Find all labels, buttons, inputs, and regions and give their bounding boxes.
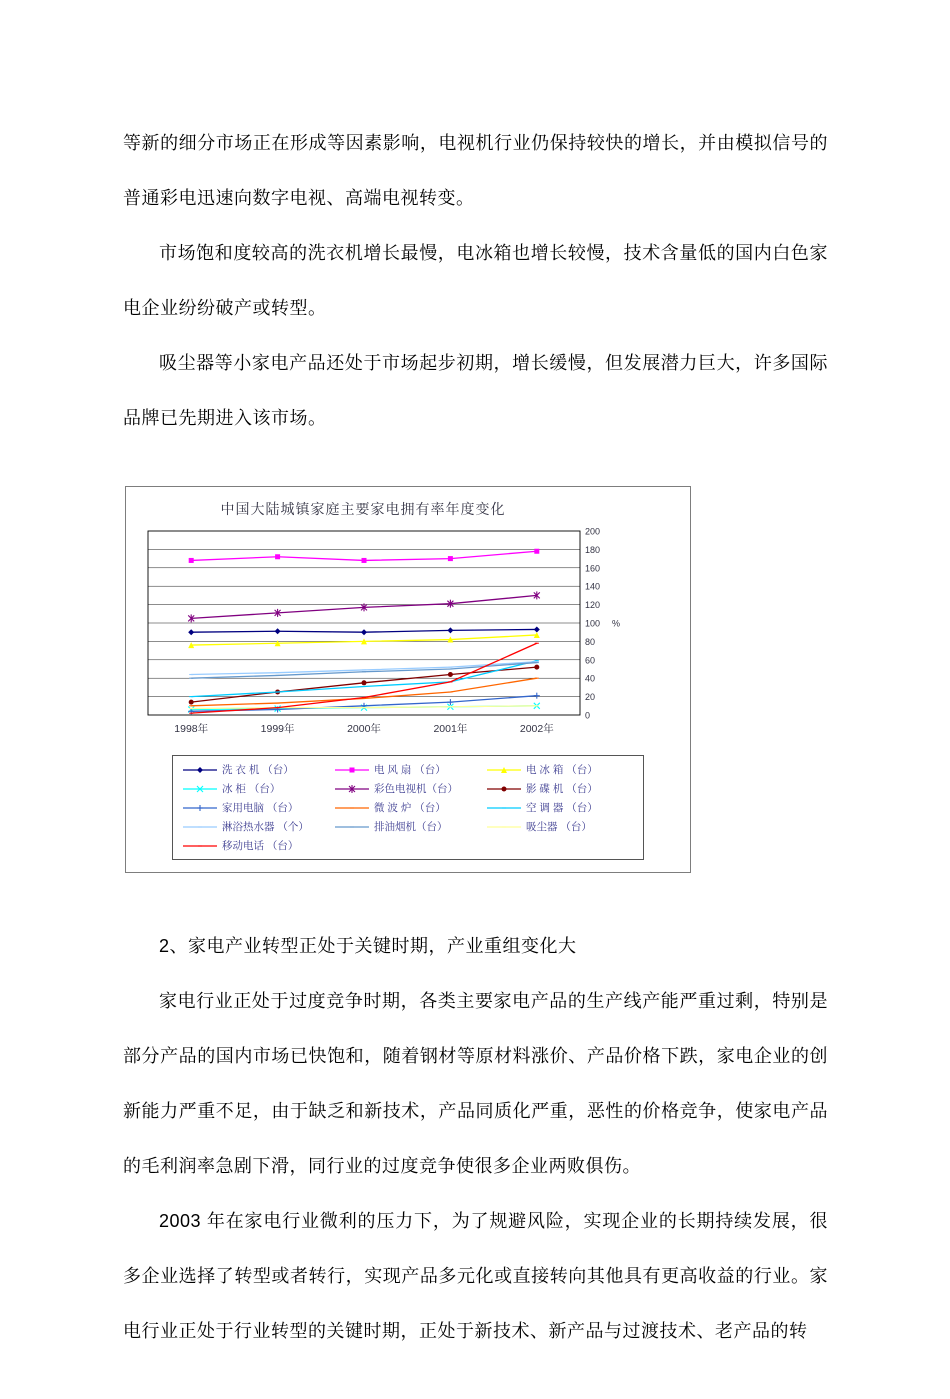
legend-item: [487, 762, 633, 777]
legend-item: [487, 819, 633, 834]
legend-swatch-icon: [183, 765, 217, 775]
x-tick-label: 1998年: [174, 723, 209, 735]
legend-swatch-icon: [335, 765, 369, 775]
x-tick-label: 2001年: [433, 723, 468, 735]
y-tick-label: 180: [585, 544, 601, 555]
legend-label: 吸尘器 （台）: [526, 821, 592, 833]
legend-label: 空 调 器 （台）: [526, 802, 598, 814]
chart-title: 中国大陆城镇家庭主要家电拥有率年度变化: [220, 501, 506, 517]
legend-item: [183, 800, 329, 815]
y-tick-label: 40: [585, 673, 596, 684]
legend-swatch-icon: [335, 803, 369, 813]
legend-swatch-icon: [183, 784, 217, 794]
y-tick-label: 100: [585, 618, 601, 629]
y-tick-label: 60: [585, 655, 596, 666]
y-axis-unit-label: %: [612, 618, 621, 629]
paragraph-overcompetition: 家电行业正处于过度竞争时期，各类主要家电产品的生产线产能严重过剩，特别是部分产品的国内市场已快饱和，随着钢材等原材料涨价、产品价格下跌，家电企业的创新能力严重不足，由于缺乏和新技术，产品同质化严重，恶性的价格竞争，使家电产品的毛利润率急剧下滑，同行业的过度竞争使很多企业两败俱伤。: [123, 991, 828, 1176]
legend-item: [335, 819, 481, 834]
legend-label: 冰 柜 （台）: [222, 783, 281, 795]
legend-swatch-icon: [183, 822, 217, 832]
y-tick-label: 160: [585, 563, 601, 574]
legend-label: 微 波 炉 （台）: [374, 802, 446, 814]
legend-swatch-icon: [183, 841, 217, 851]
legend-label: 移动电话 （台）: [222, 840, 299, 852]
legend-swatch-icon: [335, 822, 369, 832]
y-tick-label: 80: [585, 636, 596, 647]
legend-label: 洗 衣 机 （台）: [222, 764, 294, 776]
section-heading-2: 2、家电产业转型正处于关键时期，产业重组变化大: [159, 936, 577, 956]
legend-swatch-icon: [183, 803, 217, 813]
legend-swatch-icon: [487, 784, 521, 794]
x-tick-label: 1999年: [260, 723, 295, 735]
ownership-line-chart-plot: [132, 523, 682, 751]
y-tick-label: 0: [585, 710, 591, 721]
paragraph-tv-industry: 等新的细分市场正在形成等因素影响，电视机行业仍保持较快的增长，并由模拟信号的普通彩电迅速向数字电视、高端电视转变。: [123, 133, 828, 208]
legend-item: [183, 819, 329, 834]
legend-label: 家用电脑 （台）: [222, 802, 299, 814]
legend-label: 电 风 扇 （台）: [374, 764, 446, 776]
x-tick-label: 2002年: [519, 723, 554, 735]
legend-label: 电 冰 箱 （台）: [526, 764, 598, 776]
legend-swatch-icon: [487, 765, 521, 775]
y-tick-label: 20: [585, 692, 596, 703]
legend-swatch-icon: [335, 784, 369, 794]
legend-item: [335, 800, 481, 815]
embedded-appliance-ownership-chart[interactable]: [125, 486, 691, 873]
paragraph-2003-transition: 2003 年在家电行业微利的压力下，为了规避风险，实现企业的长期持续发展，很多企业选择了转型或者转行，实现产品多元化或直接转向其他具有更高收益的行业。家电行业正处于行业转型的关键时期，正处于新技术、新产品与过渡技术、老产品的转: [123, 1211, 828, 1341]
legend-swatch-icon: [487, 803, 521, 813]
x-tick-label: 2000年: [347, 723, 381, 735]
legend-item: [183, 781, 329, 796]
legend-item: [335, 781, 481, 796]
paragraph-vacuum-market: 吸尘器等小家电产品还处于市场起步初期，增长缓慢，但发展潜力巨大，许多国际品牌已先期进入该市场。: [123, 353, 828, 428]
chart-legend: [172, 755, 644, 860]
y-tick-label: 140: [585, 581, 601, 592]
legend-item: [487, 781, 633, 796]
y-tick-label: 120: [585, 600, 601, 611]
legend-label: 彩色电视机（台）: [374, 783, 458, 795]
legend-item: [183, 762, 329, 777]
legend-item: [183, 838, 329, 853]
legend-swatch-icon: [487, 822, 521, 832]
legend-item: [335, 762, 481, 777]
legend-label: 排油烟机（台）: [374, 821, 448, 833]
paragraph-white-goods: 市场饱和度较高的洗衣机增长最慢，电冰箱也增长较慢，技术含量低的国内白色家电企业纷纷破产或转型。: [123, 243, 828, 318]
legend-label: 淋浴热水器 （个）: [222, 821, 309, 833]
legend-item: [487, 800, 633, 815]
y-tick-label: 200: [585, 526, 601, 537]
legend-label: 影 碟 机 （台）: [526, 783, 598, 795]
